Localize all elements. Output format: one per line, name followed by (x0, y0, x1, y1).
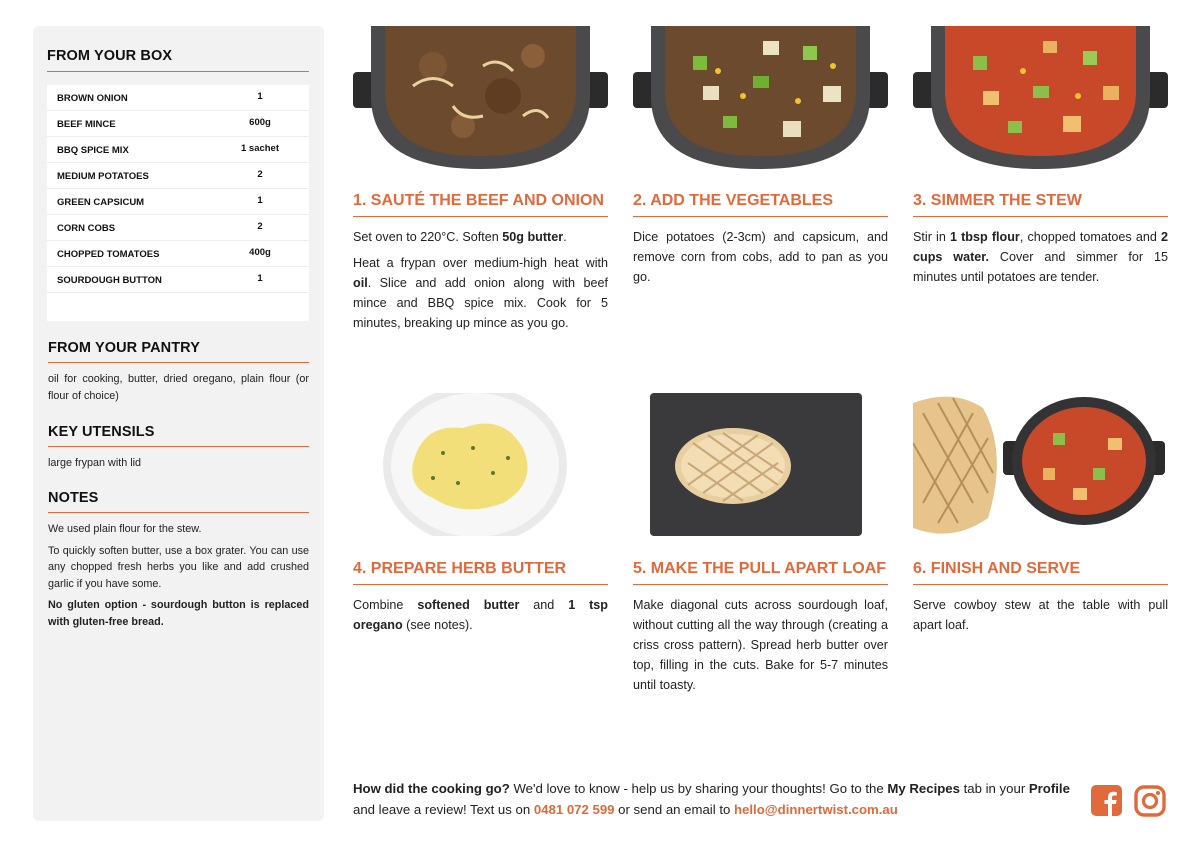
step-2-text: Dice potatoes (2-3cm) and capsicum, and remove corn from cobs, add to pan as you go. (633, 230, 888, 284)
utensils-title: KEY UTENSILS (48, 424, 155, 440)
pantry-text: oil for cooking, butter, dried oregano, plain flour (or flour of choice) (48, 373, 309, 402)
ingredient-qty: 1 (257, 273, 263, 284)
step-4-text: Combine softened butter and 1 tsp oregano (see notes). (353, 598, 608, 632)
ingredient-qty: 2 (257, 221, 263, 232)
ingredient-qty: 1 (257, 195, 263, 206)
step-2-photo (633, 26, 888, 169)
step-3-title: 3. SIMMER THE STEW (913, 192, 1082, 209)
ingredient-qty: 1 sachet (240, 143, 280, 154)
ingredients-table (47, 85, 309, 321)
ingredient-name: CORN COBS (57, 223, 116, 234)
divider (48, 512, 309, 513)
step-4-body (353, 595, 608, 641)
table-row (47, 215, 309, 241)
ingredient-name: MEDIUM POTATOES (57, 171, 149, 182)
divider (913, 584, 1168, 585)
table-row (47, 163, 309, 189)
notes-text-3 (48, 597, 309, 630)
step-2-title: 2. ADD THE VEGETABLES (633, 192, 834, 209)
notes-text-2: To quickly soften butter, use a box grater. You can use any chopped fresh herbs you like and add crushed garlic if you have some. (48, 544, 309, 590)
ingredient-qty: 400g (249, 247, 271, 258)
step-1-text-2: Heat a frypan over medium-high heat with oil. Slice and add onion along with beef mince and BBQ spice mix. Cook for 5 minutes, breaking up mince as you go. (353, 256, 608, 330)
facebook-icon[interactable] (1091, 785, 1122, 821)
divider (48, 446, 309, 447)
table-row (47, 267, 309, 293)
step-2 (633, 26, 888, 346)
step-4 (353, 393, 608, 653)
step-5-photo (633, 393, 888, 536)
gluten-free-note: No gluten option - sourdough button is replaced with gluten-free bread. (48, 599, 309, 628)
utensils-text: large frypan with lid (48, 457, 142, 469)
ingredient-name: CHOPPED TOMATOES (57, 249, 160, 260)
ingredient-qty: 600g (249, 117, 271, 128)
step-5 (633, 393, 888, 693)
step-1-text-1: Set oven to 220°C. Soften 50g butter. (353, 230, 567, 244)
step-1-photo (353, 26, 608, 169)
instagram-icon[interactable] (1134, 785, 1166, 822)
pantry-title: FROM YOUR PANTRY (48, 340, 200, 356)
email-link[interactable]: hello@dinnertwist.com.au (734, 802, 898, 817)
pantry-section (48, 340, 309, 409)
step-3-body (913, 227, 1168, 293)
notes-text-1: We used plain flour for the stew. (48, 523, 202, 535)
profile-label: Profile (1028, 781, 1070, 796)
step-6 (913, 393, 1168, 653)
feedback-footer: How did the cooking go? We'd love to know - help us by sharing your thoughts! Go to the My Recipes tab in your Profile and leave a review! Text us on 0481 072 599 or send an email to hello@dinnertwist.com.au (353, 781, 1070, 817)
table-row (47, 137, 309, 163)
sidebar (33, 26, 324, 821)
step-5-body (633, 595, 888, 701)
step-1 (353, 26, 608, 346)
divider (633, 584, 888, 585)
step-6-photo (913, 393, 1168, 536)
ingredient-qty: 1 (257, 91, 263, 102)
divider (353, 584, 608, 585)
step-3-photo (913, 26, 1168, 169)
ingredient-name: BEEF MINCE (57, 119, 116, 130)
divider (48, 362, 309, 363)
table-row (47, 241, 309, 267)
notes-section (48, 490, 309, 635)
step-5-text: Make diagonal cuts across sourdough loaf, without cutting all the way through (creating a criss cross pattern). Spread herb butter over top, filling in the cuts. Bake for 5-7 minutes until toasty. (633, 598, 888, 692)
phone-number[interactable]: 0481 072 599 (533, 802, 615, 817)
step-6-title: 6. FINISH AND SERVE (913, 560, 1081, 577)
divider (353, 216, 608, 217)
ingredient-name: BROWN ONION (57, 93, 128, 104)
step-1-title: 1. SAUTÉ THE BEEF AND ONION (353, 192, 604, 209)
notes-title: NOTES (48, 490, 99, 506)
step-6-body (913, 595, 1168, 641)
ingredient-qty: 2 (257, 169, 263, 180)
divider (47, 71, 309, 72)
step-4-photo (353, 393, 608, 536)
from-box-title: FROM YOUR BOX (47, 48, 173, 64)
step-5-title: 5. MAKE THE PULL APART LOAF (633, 560, 887, 577)
table-row (47, 111, 309, 137)
divider (633, 216, 888, 217)
my-recipes-label: My Recipes (887, 781, 960, 796)
ingredient-name: BBQ SPICE MIX (57, 145, 129, 156)
utensils-section (48, 424, 309, 477)
feedback-question: How did the cooking go? (353, 781, 510, 796)
step-2-body (633, 227, 888, 293)
step-1-body (353, 227, 608, 339)
step-6-text: Serve cowboy stew at the table with pull apart loaf. (913, 598, 1168, 632)
ingredient-name: GREEN CAPSICUM (57, 197, 145, 208)
step-3-text: Stir in 1 tbsp flour, chopped tomatoes and 2 cups water. Cover and simmer for 15 minutes until potatoes are tender. (913, 230, 1168, 284)
table-row (47, 189, 309, 215)
divider (913, 216, 1168, 217)
table-row (47, 85, 309, 111)
step-3 (913, 26, 1168, 346)
ingredient-name: SOURDOUGH BUTTON (57, 275, 162, 286)
step-4-title: 4. PREPARE HERB BUTTER (353, 560, 567, 577)
